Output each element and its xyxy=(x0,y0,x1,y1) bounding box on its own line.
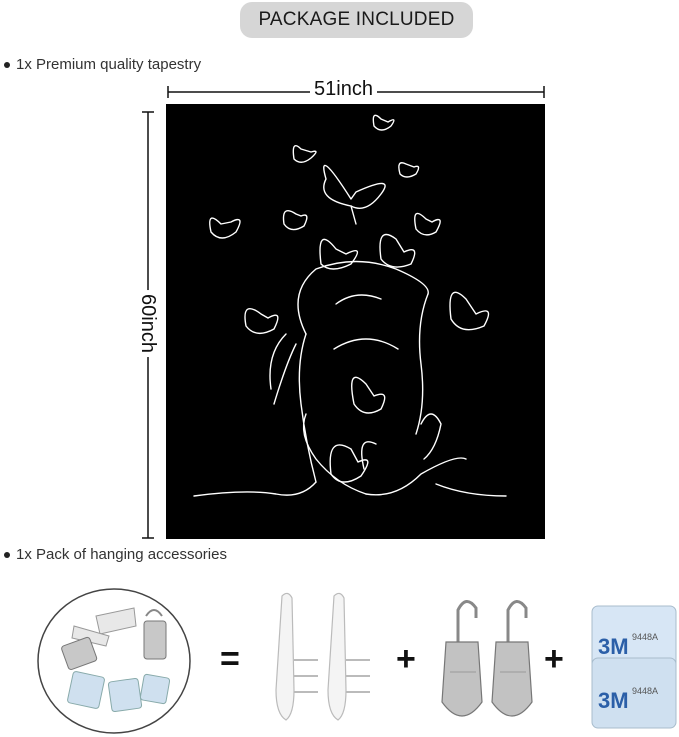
3m-adhesive-strips xyxy=(590,604,678,734)
bullet-dot xyxy=(4,552,10,558)
package-included-title: PACKAGE INCLUDED xyxy=(258,9,455,30)
adhesive-hooks xyxy=(268,590,378,730)
tape-brand-text-2: 3M xyxy=(598,688,629,713)
height-label: 60inch xyxy=(136,290,159,357)
plus-sign-1: + xyxy=(396,640,416,678)
tape-code-text-1: 9448A xyxy=(632,632,659,642)
item-tapestry xyxy=(4,56,201,73)
tape-code-text-2: 9448A xyxy=(632,686,659,696)
item-tapestry-label: 1x Premium quality tapestry xyxy=(16,56,202,73)
plus-sign-2: + xyxy=(544,640,564,678)
tape-brand-text-1: 3M xyxy=(598,634,629,659)
item-accessories xyxy=(4,546,227,563)
accessories-circle-photo xyxy=(34,586,194,736)
item-accessories-label: 1x Pack of hanging accessories xyxy=(16,546,227,563)
curtain-clips xyxy=(436,592,546,734)
tapestry-image xyxy=(166,104,545,539)
line-art-face-butterflies xyxy=(166,104,545,539)
package-included-badge xyxy=(240,2,473,38)
bullet-dot xyxy=(4,62,10,68)
equals-sign: = xyxy=(220,640,240,678)
width-label: 51inch xyxy=(310,78,377,101)
